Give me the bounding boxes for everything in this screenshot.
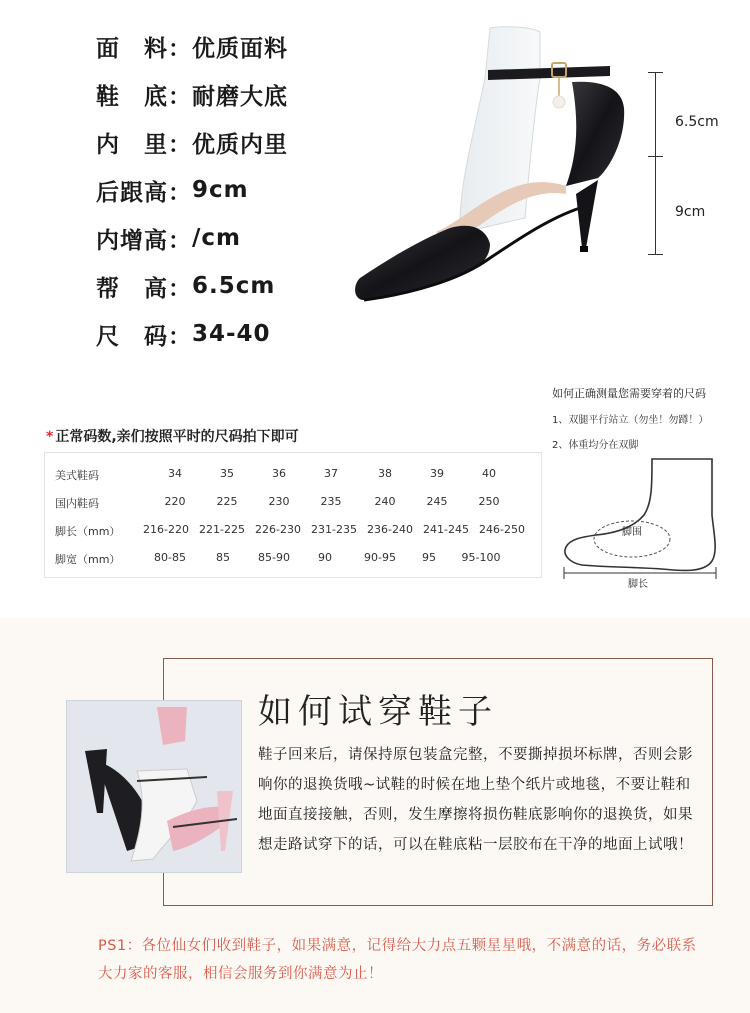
asterisk-icon: * (46, 429, 54, 445)
spec-row-upper-height (96, 262, 346, 310)
spec-label: 鞋 底： (96, 83, 192, 110)
table-row (45, 467, 541, 487)
table-cell: 90-95 (364, 551, 396, 564)
ps-note: PS1：各位仙女们收到鞋子，如果满意，记得给大力点五颗星星哦，不满意的话，务必联系大力家的客服，相信会服务到你满意为止！ (98, 938, 697, 982)
table-cell: 216-220 (143, 523, 189, 536)
upper-height-label: 6.5cm (675, 114, 719, 130)
table-cell: 250 (478, 495, 500, 508)
spec-value: 优质面料 (192, 35, 288, 62)
spec-label: 内 里： (96, 131, 192, 158)
foot-length-label: 脚长 (628, 579, 648, 590)
shoe-lineup-photo (66, 700, 242, 873)
size-table (44, 452, 542, 578)
high-heel-shoe-illustration (340, 18, 630, 318)
spec-row-sole (96, 70, 346, 118)
table-cell: 34 (168, 467, 182, 480)
spec-row-heel-height (96, 166, 346, 214)
table-cell: 221-225 (199, 523, 245, 536)
measure-tick-bottom (648, 254, 663, 255)
size-table-title (46, 426, 299, 446)
spec-list (96, 22, 346, 358)
table-cell: 36 (272, 467, 286, 480)
table-cell: 40 (482, 467, 496, 480)
spec-value: 优质内里 (192, 131, 288, 158)
foot-outline-icon (552, 455, 742, 590)
spec-row-size (96, 310, 346, 358)
table-cell: 225 (216, 495, 238, 508)
table-cell: 246-250 (479, 523, 525, 536)
spec-row-inner-lift (96, 214, 346, 262)
table-cell: 236-240 (367, 523, 413, 536)
table-cell: 226-230 (255, 523, 301, 536)
table-cell: 231-235 (311, 523, 357, 536)
spec-label: 后跟高： (96, 179, 192, 206)
table-cell: 220 (164, 495, 186, 508)
foot-girth-label: 脚围 (622, 527, 642, 538)
spec-value: 34-40 (192, 321, 271, 347)
measure-tick-top (648, 72, 663, 73)
heel-height-label: 9cm (675, 204, 706, 220)
spec-label: 尺 码： (96, 323, 192, 350)
row-header: 脚宽（mm） (55, 553, 121, 566)
spec-row-material (96, 22, 346, 70)
table-cell: 95 (422, 551, 436, 564)
foot-measure-guide (552, 385, 742, 595)
foot-guide-step-1: 1、双腿平行站立（勿坐！勿蹲！） (552, 415, 709, 426)
table-cell: 37 (324, 467, 338, 480)
table-cell: 90 (318, 551, 332, 564)
measure-line (655, 72, 656, 254)
table-cell: 230 (268, 495, 290, 508)
table-cell: 85 (216, 551, 230, 564)
table-cell: 235 (320, 495, 342, 508)
table-cell: 38 (378, 467, 392, 480)
shoe-product-image (340, 18, 630, 318)
foot-guide-title: 如何正确测量您需要穿着的尺码 (552, 387, 706, 400)
table-row (45, 495, 541, 515)
table-cell: 241-245 (423, 523, 469, 536)
spec-value: 9cm (192, 177, 249, 203)
table-cell: 35 (220, 467, 234, 480)
table-cell: 240 (374, 495, 396, 508)
howto-instructions: 鞋子回来后，请保持原包装盒完整，不要撕掉损坏标牌，否则会影响你的退换货哦~试鞋的时候在地上垫个纸片或地毯，不要让鞋和地面直接接触，否则，发生摩擦将损伤鞋底影响你的退换货，如果想走路试穿下的话，可以在鞋底粘一层胶布在干净的地面上试哦！ (258, 747, 693, 853)
howto-title: 如何试穿鞋子 (258, 692, 498, 732)
measure-tick-middle (648, 156, 663, 157)
row-header: 美式鞋码 (55, 469, 99, 482)
row-header: 脚长（mm） (55, 525, 121, 538)
size-table-title-text: 正常码数,亲们按照平时的尺码拍下即可 (55, 429, 299, 445)
table-cell: 245 (426, 495, 448, 508)
spec-label: 帮 高： (96, 275, 192, 302)
height-measurement (640, 70, 740, 260)
row-header: 国内鞋码 (55, 497, 99, 510)
table-cell: 39 (430, 467, 444, 480)
spec-label: 面 料： (96, 35, 192, 62)
table-cell: 80-85 (154, 551, 186, 564)
table-row (45, 551, 541, 571)
table-row (45, 523, 541, 543)
spec-label: 内增高： (96, 227, 192, 254)
size-table-body (45, 453, 541, 577)
spec-row-lining (96, 118, 346, 166)
table-cell: 95-100 (461, 551, 501, 564)
table-cell: 85-90 (258, 551, 290, 564)
shoe-colors-illustration (67, 701, 242, 873)
foot-guide-step-2: 2、体重均分在双脚 (552, 440, 639, 451)
spec-value: /cm (192, 225, 241, 251)
spec-value: 6.5cm (192, 273, 276, 299)
spec-value: 耐磨大底 (192, 83, 288, 110)
